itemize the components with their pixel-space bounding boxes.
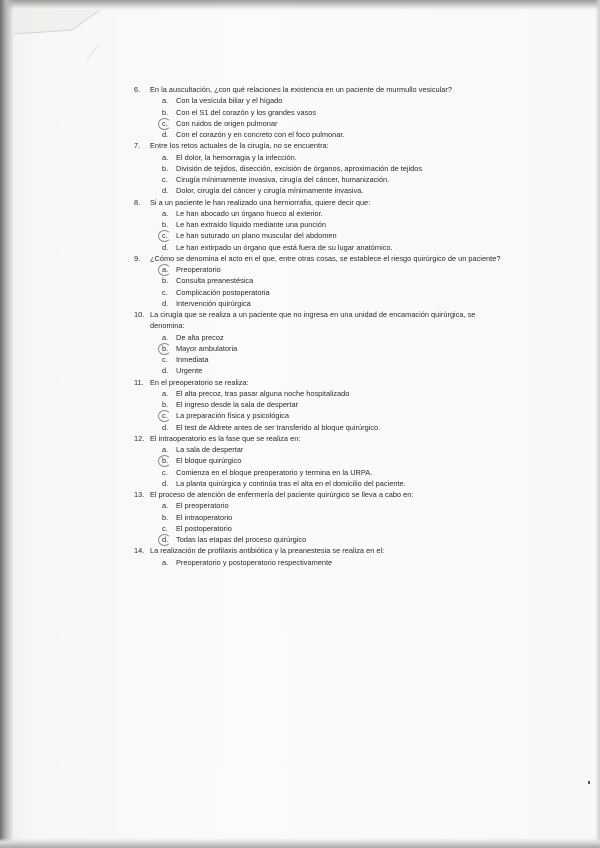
option-text: Urgente	[176, 366, 203, 376]
option-letter: a.	[162, 557, 169, 567]
question-stem	[134, 309, 506, 332]
option-letter: b.	[162, 512, 169, 522]
option-text: El dolor, la hemorragia y la infección.	[176, 152, 297, 162]
option-text: Le han suturado un plano muscular del abdomen	[176, 231, 337, 241]
question-number: 13.	[134, 490, 145, 499]
option-letter: b.	[162, 107, 169, 117]
question-item	[134, 433, 506, 489]
option-text: Preoperatorio	[176, 265, 221, 274]
option-letter: a.	[162, 445, 169, 454]
answer-option-marked	[162, 455, 506, 466]
option-letter: d.	[162, 366, 169, 376]
answer-option	[162, 298, 506, 309]
question-text: Si a un paciente le han realizado una herniorrafia, quiere decir que:	[150, 197, 371, 207]
option-list	[162, 500, 506, 545]
question-stem	[134, 197, 506, 208]
question-item	[134, 545, 506, 568]
option-letter: a.	[162, 96, 169, 106]
answer-option	[162, 557, 506, 568]
option-letter: b.	[162, 343, 169, 353]
option-text: El alta precoz, tras pasar alguna noche hospitalizado	[176, 388, 350, 398]
question-stem	[134, 84, 506, 95]
option-letter: d.	[162, 422, 169, 432]
option-letter: a.	[162, 501, 169, 511]
option-text: Comienza en el bloque preoperatorio y termina en la URPA.	[176, 467, 373, 477]
option-letter: d.	[162, 242, 169, 252]
scan-edge-left	[0, 0, 14, 848]
option-letter: c.	[162, 231, 168, 241]
option-letter: d.	[162, 130, 169, 139]
option-letter: b.	[162, 276, 169, 286]
option-text: Con el corazón y en concreto con el foco pulmonar.	[176, 130, 345, 139]
answer-option	[162, 219, 506, 230]
option-text: El ingreso desde la sala de despertar	[176, 400, 299, 409]
question-number: 6.	[134, 85, 141, 94]
option-text: Con ruidos de origen pulmonar	[176, 118, 278, 128]
question-stem	[134, 140, 506, 151]
question-item	[134, 84, 506, 140]
option-letter: c.	[162, 287, 168, 297]
question-text: Entre los retos actuales de la cirugía, no se encuentra:	[150, 141, 329, 151]
question-number: 9.	[134, 253, 141, 263]
question-text: El proceso de atención de enfermería del paciente quirúrgico se lleva a cabo en:	[150, 490, 414, 499]
option-letter: a.	[162, 332, 169, 342]
option-letter: c.	[162, 175, 168, 184]
option-letter: d.	[162, 298, 169, 308]
option-text: Intervención quirúrgica	[176, 298, 251, 308]
answer-option	[162, 523, 506, 534]
answer-option	[162, 354, 506, 365]
question-number: 12.	[134, 433, 145, 443]
question-text: En el preoperatorio se realiza:	[150, 377, 249, 387]
answer-option	[162, 95, 506, 106]
answer-option	[162, 163, 506, 174]
answer-option	[162, 275, 506, 286]
option-text: De alta precoz	[176, 332, 224, 342]
answer-option	[162, 287, 506, 298]
question-list	[134, 84, 506, 568]
option-text: El preoperatorio	[176, 501, 229, 511]
question-item	[134, 489, 506, 545]
option-letter: c.	[162, 118, 168, 128]
option-letter: d.	[162, 535, 169, 544]
answer-option	[162, 129, 506, 140]
option-text: Con la vesícula biliar y el hígado	[176, 96, 283, 106]
question-text: En la auscultación, ¿con qué relaciones la existencia en un paciente de murmullo vesicular?	[150, 85, 452, 94]
option-text: Todas las etapas del proceso quirúrgico	[176, 535, 307, 544]
scan-edge-bottom	[0, 838, 600, 848]
question-number: 8.	[134, 197, 141, 207]
answer-option-marked	[162, 118, 506, 129]
question-number: 7.	[134, 141, 141, 151]
answer-option	[162, 174, 506, 185]
option-list	[162, 444, 506, 489]
answer-option-marked	[162, 343, 506, 354]
question-item	[134, 377, 506, 433]
option-letter: b.	[162, 220, 169, 229]
option-text: Dolor, cirugía del cáncer y cirugía mínimamente invasiva.	[176, 186, 364, 196]
option-letter: a.	[162, 208, 169, 218]
option-list	[162, 332, 506, 377]
answer-option	[162, 512, 506, 523]
scan-speck	[588, 781, 590, 784]
option-text: El intraoperatorio	[176, 512, 233, 522]
option-text: Complicación postoperatoria	[176, 287, 270, 297]
option-list	[162, 264, 506, 309]
option-text: Le han extirpado un órgano que está fuera de su lugar anatómico.	[176, 242, 393, 252]
answer-option-marked	[162, 410, 506, 421]
option-list	[162, 557, 506, 568]
answer-option-marked	[162, 230, 506, 241]
option-list	[162, 95, 506, 140]
option-letter: c.	[162, 523, 168, 533]
option-text: La preparación física y psicológica	[176, 411, 289, 421]
option-text: Le han extraído líquido mediante una punción	[176, 220, 326, 229]
question-stem	[134, 545, 506, 556]
option-text: Cirugía mínimamente invasiva, cirugía del cáncer, humanización.	[176, 175, 390, 184]
option-text: Inmediata	[176, 355, 209, 364]
question-item	[134, 309, 506, 377]
answer-option	[162, 467, 506, 478]
question-stem	[134, 377, 506, 388]
option-letter: d.	[162, 186, 169, 196]
question-item	[134, 197, 506, 253]
answer-option	[162, 500, 506, 511]
question-number: 10.	[134, 310, 145, 319]
option-text: La planta quirúrgica y continúa tras el alta en el domicilio del paciente.	[176, 478, 406, 488]
option-letter: b.	[162, 456, 169, 466]
question-number: 11.	[134, 377, 144, 387]
question-number: 14.	[134, 546, 145, 556]
option-text: El postoperatorio	[176, 523, 232, 533]
question-item	[134, 253, 506, 309]
option-list	[162, 208, 506, 253]
option-letter: a.	[162, 265, 169, 274]
option-letter: b.	[162, 400, 169, 409]
option-letter: c.	[162, 467, 168, 477]
page-fold-shadow	[0, 0, 140, 120]
option-letter: a.	[162, 152, 169, 162]
question-text: ¿Cómo se denomina el acto en el que, entre otras cosas, se establece el riesgo quirúrgico de un paciente?	[150, 253, 501, 263]
option-letter: a.	[162, 388, 169, 398]
question-item	[134, 140, 506, 196]
answer-option	[162, 107, 506, 118]
answer-option-marked	[162, 264, 506, 275]
answer-option	[162, 242, 506, 253]
answer-option	[162, 388, 506, 399]
answer-option	[162, 152, 506, 163]
question-text: El intraoperatorio es la fase que se realiza en:	[150, 433, 301, 443]
question-text: La cirugía que se realiza a un paciente que no ingresa en una unidad de encamación quirúrgica, se denomina:	[150, 310, 476, 331]
option-letter: c.	[162, 411, 168, 421]
option-text: El bloque quirúrgico	[176, 456, 242, 466]
option-list	[162, 388, 506, 433]
question-text: La realización de profilaxis antibiótica y la preanestesia se realiza en el:	[150, 546, 385, 556]
option-text: El test de Aldrete antes de ser transferido al bloque quirúrgico.	[176, 422, 381, 432]
answer-option	[162, 478, 506, 489]
question-stem	[134, 489, 506, 500]
option-letter: c.	[162, 355, 168, 364]
option-letter: d.	[162, 478, 169, 488]
question-stem	[134, 253, 506, 264]
option-text: La sala de despertar	[176, 445, 244, 454]
option-text: Le han abocado un órgano hueco al exterior.	[176, 208, 323, 218]
answer-option-marked	[162, 534, 506, 545]
scan-edge-right	[595, 0, 600, 848]
answer-option	[162, 422, 506, 433]
option-text: División de tejidos, disección, excisión de órganos, aproximación de tejidos	[176, 163, 423, 173]
answer-option	[162, 444, 506, 455]
question-stem	[134, 433, 506, 444]
option-letter: b.	[162, 163, 169, 173]
answer-option	[162, 332, 506, 343]
option-text: Preoperatorio y postoperatorio respectivamente	[176, 557, 333, 567]
option-list	[162, 152, 506, 197]
option-text: Con el S1 del corazón y los grandes vasos	[176, 107, 317, 117]
answer-option	[162, 185, 506, 196]
answer-option	[162, 208, 506, 219]
option-text: Mayor ambulatoria	[176, 343, 238, 353]
option-text: Consulta preanestésica	[176, 276, 254, 286]
answer-option	[162, 365, 506, 376]
answer-option	[162, 399, 506, 410]
